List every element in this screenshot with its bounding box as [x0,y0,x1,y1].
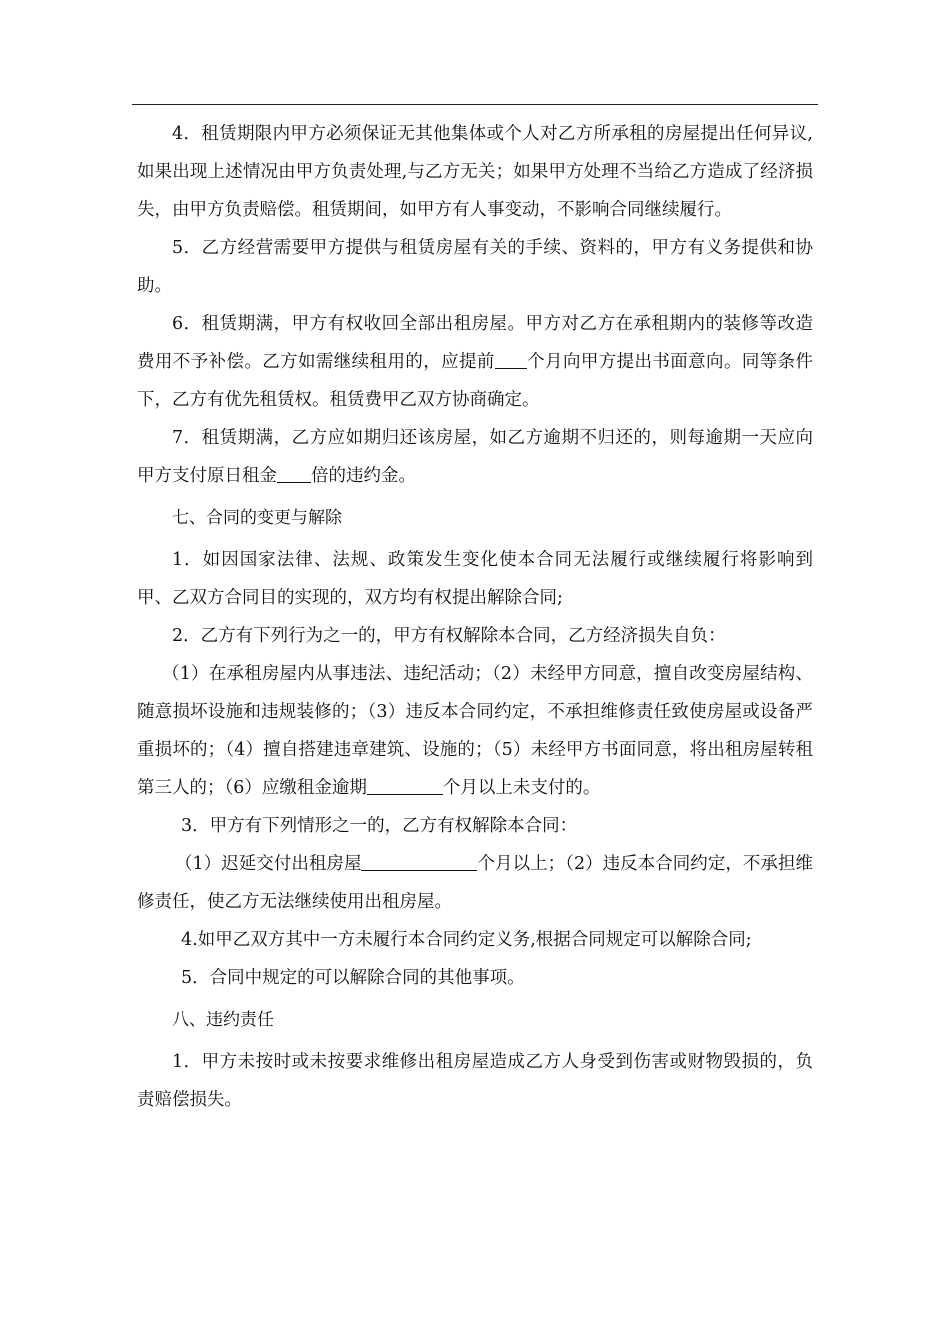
clause-7-text-b: 倍的违约金。 [311,466,416,486]
section-8-item-1: 1．甲方未按时或未按要求维修出租房屋造成乙方人身受到伤害或财物毁损的，负责赔偿损失。 [137,1052,813,1110]
item-2-list-text-a: （1）在承租房屋内从事违法、违纪活动；（2）未经甲方同意，擅自改变房屋结构、随意损坏设施和违规装修的；（3）违反本合同约定，不承担维修责任致使房屋或设备严重损坏的；（4）擅自搭建违章建筑、设施的；（5）未经甲方书面同意，将出租房屋转租第三人的；（6）应缴租金逾期 [137,664,813,798]
clause-6-text-a: 6．租赁期满，甲方有权收回全部出租房屋。甲方对乙方在承租期内的装修等改造费用不予补偿。乙方如需继续租用的，应提前 [137,314,813,372]
clause-7-text-a: 7．租赁期满，乙方应如期归还该房屋，如乙方逾期不归还的，则每逾期一天应向甲方支付原日租金 [137,428,813,486]
section-7-item-3-list [137,845,813,921]
section-7-item-2-list [137,655,813,807]
fill-blank-months-notice [495,350,527,369]
paragraph-clause-5: 5．乙方经营需要甲方提供与租赁房屋有关的手续、资料的，甲方有义务提供和协助。 [137,238,813,296]
section-7-item-2: 2．乙方有下列行为之一的，甲方有权解除本合同，乙方经济损失自负： [172,626,726,646]
section-heading-7: 七、合同的变更与解除 [172,508,342,528]
item-2-list-text-b: 个月以上未支付的。 [442,778,601,798]
paragraph-clause-6 [137,305,813,419]
paragraph-clause-4: 4．租赁期限内甲方必须保证无其他集体或个人对乙方所承租的房屋提出任何异议,如果出现上述情况由甲方负责处理,与乙方无关；如果甲方处理不当给乙方造成了经济损失，由甲方负责赔偿。租赁期间，如甲方有人事变动，不影响合同继续履行。 [137,124,813,220]
section-7-item-4: 4.如甲乙双方其中一方未履行本合同约定义务,根据合同规定可以解除合同; [181,930,752,950]
section-7-item-1: 1．如因国家法律、法规、政策发生变化使本合同无法履行或继续履行将影响到甲、乙双方合同目的实现的，双方均有权提出解除合同; [137,550,813,608]
header-rule [132,104,818,105]
section-7-item-5: 5．合同中规定的可以解除合同的其他事项。 [181,968,525,988]
clause-6-text-b: 个月向甲方提出书面意向。同等条件下，乙方有优先租赁权。租赁费甲乙双方协商确定。 [137,352,814,410]
paragraph-clause-7 [137,419,813,495]
section-heading-8: 八、违约责任 [172,1010,274,1030]
fill-blank-penalty-multiple [277,464,311,483]
item-3-list-text-b: 个月以上；（2）违反本合同约定，不承担维修责任，使乙方无法继续使用出租房屋。 [137,854,813,912]
fill-blank-overdue-months [367,776,443,795]
section-7-item-3: 3．甲方有下列情形之一的，乙方有权解除本合同： [181,816,578,836]
item-3-list-text-a: （1）迟延交付出租房屋 [175,854,362,874]
document-body [137,115,813,1119]
fill-blank-delay-months [361,852,477,871]
